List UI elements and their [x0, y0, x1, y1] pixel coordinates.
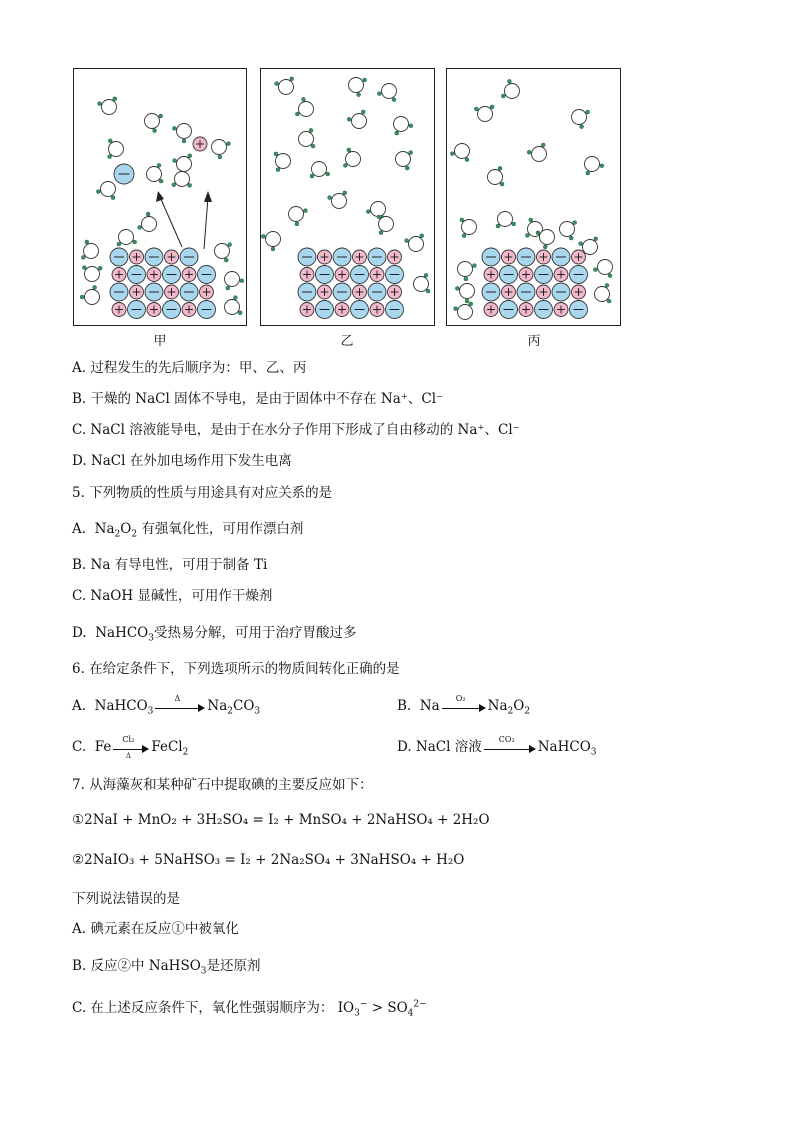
water-molecule [109, 142, 124, 157]
reaction-arrow [155, 693, 205, 713]
q7b-suffix: 是还原剂 [206, 958, 261, 974]
arrow-line [160, 197, 182, 247]
water-molecule [145, 114, 160, 129]
water-molecule [102, 100, 117, 115]
water-molecule [371, 202, 386, 217]
water-molecule [175, 172, 190, 187]
q5a-text: 有强氧化性，可用作漂白剂 [141, 521, 304, 537]
arrow-condition: Δ [174, 693, 181, 703]
q6-option-c: C. Fe $\frac{\text{Cl₂}}{\Delta}$ FeCl$_2$ [72, 734, 189, 760]
water-molecule [394, 117, 409, 132]
water-molecule [85, 290, 100, 305]
q4-option-a: A. 过程发生的先后顺序为：甲、乙、丙 [72, 360, 307, 376]
q7-ask: 下列说法错误的是 [72, 891, 180, 907]
water-molecule [212, 140, 227, 155]
water-molecule [532, 147, 547, 162]
q5-option-d: D. NaHCO$_3$受热易分解，可用于治疗胃酸过多 [72, 625, 357, 644]
water-molecule [346, 152, 361, 167]
water-molecule [266, 232, 281, 247]
reaction-arrow [484, 734, 536, 754]
q6c-label: C. [72, 739, 87, 755]
q7-equation-1: ①2NaI + MnO₂ + 3H₂SO₄ = I₂ + MnSO₄ + 2NaHSO₄ + 2H₂O [72, 812, 490, 828]
water-molecule [585, 157, 600, 172]
water-molecule [598, 260, 613, 275]
water-molecule [396, 152, 411, 167]
caption-jia: 甲 [153, 334, 167, 349]
q6-option-d: D. NaCl 溶液 CO₂ NaHCO$_3$ [397, 734, 597, 758]
water-molecule [84, 244, 99, 259]
q5a-label: A. [72, 521, 87, 537]
water-molecule [177, 124, 192, 139]
water-molecule [101, 182, 116, 197]
water-molecule [560, 222, 575, 237]
q6-option-b: B. Na O₂ $Na_2O_2$ [397, 693, 531, 717]
caption-yi: 乙 [340, 334, 354, 349]
water-molecule [142, 217, 157, 232]
q6-option-a: A. NaHCO$_3$ Δ $Na_2CO_3$ [72, 693, 261, 717]
water-molecule [225, 300, 240, 315]
arrow-condition-top: Cl₂ [122, 734, 135, 744]
water-molecule [382, 84, 397, 99]
arrow-condition: CO₂ [498, 734, 515, 744]
q5d-label: D. [72, 625, 87, 641]
water-molecule [352, 114, 367, 129]
panel-jia [73, 68, 247, 326]
arrow-head [204, 191, 212, 202]
water-molecule [583, 240, 598, 255]
water-molecule [215, 244, 230, 259]
arrow-head [156, 191, 164, 202]
q7-option-b: B. 反应②中 NaHSO$_3$是还原剂 [72, 958, 261, 977]
water-molecule [540, 230, 555, 245]
water-molecule [455, 144, 470, 159]
q4-option-b: B. 干燥的 NaCl 固体不导电，是由于固体中不存在 Na⁺、Cl⁻ [72, 391, 444, 407]
arrow-line [204, 197, 208, 249]
q7-stem: 7. 从海藻灰和某种矿石中提取碘的主要反应如下： [72, 777, 373, 793]
q7c-prefix: C. 在上述反应条件下，氧化性强弱顺序为： [72, 1000, 334, 1016]
water-molecule [289, 207, 304, 222]
q6a-label: A. [72, 698, 87, 714]
q7-option-a: A. 碘元素在反应①中被氧化 [72, 921, 239, 937]
arrow-condition-bottom: Δ [125, 751, 131, 760]
q5-option-b: B. Na 有导电性，可用于制备 Ti [72, 557, 268, 573]
arrow-condition: O₂ [455, 693, 466, 703]
q7b-prefix: B. 反应②中 [72, 958, 145, 974]
water-molecule [332, 194, 347, 209]
q5-option-c: C. NaOH 显碱性，可用作干燥剂 [72, 588, 273, 604]
water-molecule [85, 267, 100, 282]
reaction-arrow [113, 734, 149, 760]
q5-stem: 5. 下列物质的性质与用途具有对应关系的是 [72, 485, 333, 501]
water-molecule [460, 284, 475, 299]
water-molecule [279, 80, 294, 95]
water-molecule [225, 272, 240, 287]
diagram-bing [447, 69, 622, 327]
water-molecule [572, 110, 587, 125]
q5d-text: 受热易分解，可用于治疗胃酸过多 [154, 625, 357, 641]
water-molecule [299, 102, 314, 117]
q4-option-c: C. NaCl 溶液能导电，是由于在水分子作用下形成了自由移动的 Na⁺、Cl⁻ [72, 422, 520, 438]
water-molecule [458, 262, 473, 277]
water-molecule [458, 305, 473, 320]
panel-bing [446, 68, 621, 326]
water-molecule [409, 237, 424, 252]
panel-yi [260, 68, 435, 326]
water-molecule [177, 157, 192, 172]
reaction-arrow [442, 693, 486, 713]
q6d-label: D. NaCl 溶液 [397, 739, 482, 755]
q6b-label: B. [397, 698, 412, 714]
caption-bing: 丙 [527, 334, 541, 349]
q7-option-c: C. 在上述反应条件下，氧化性强弱顺序为： $IO_3^- > SO_4^{2-}$ [72, 999, 427, 1019]
q6-stem: 6. 在给定条件下，下列选项所示的物质间转化正确的是 [72, 661, 400, 677]
q4-option-d: D. NaCl 在外加电场作用下发生电离 [72, 453, 292, 469]
q7-equation-2: ②2NaIO₃ + 5NaHSO₃ = I₂ + 2Na₂SO₄ + 3NaHSO₄ + H₂O [72, 852, 465, 868]
q5-option-a: A. $Na_2O_2$ 有强氧化性，可用作漂白剂 [72, 521, 304, 540]
diagram-jia [74, 69, 248, 327]
water-molecule [505, 84, 520, 99]
diagram-yi [261, 69, 436, 327]
water-molecule [349, 78, 364, 93]
